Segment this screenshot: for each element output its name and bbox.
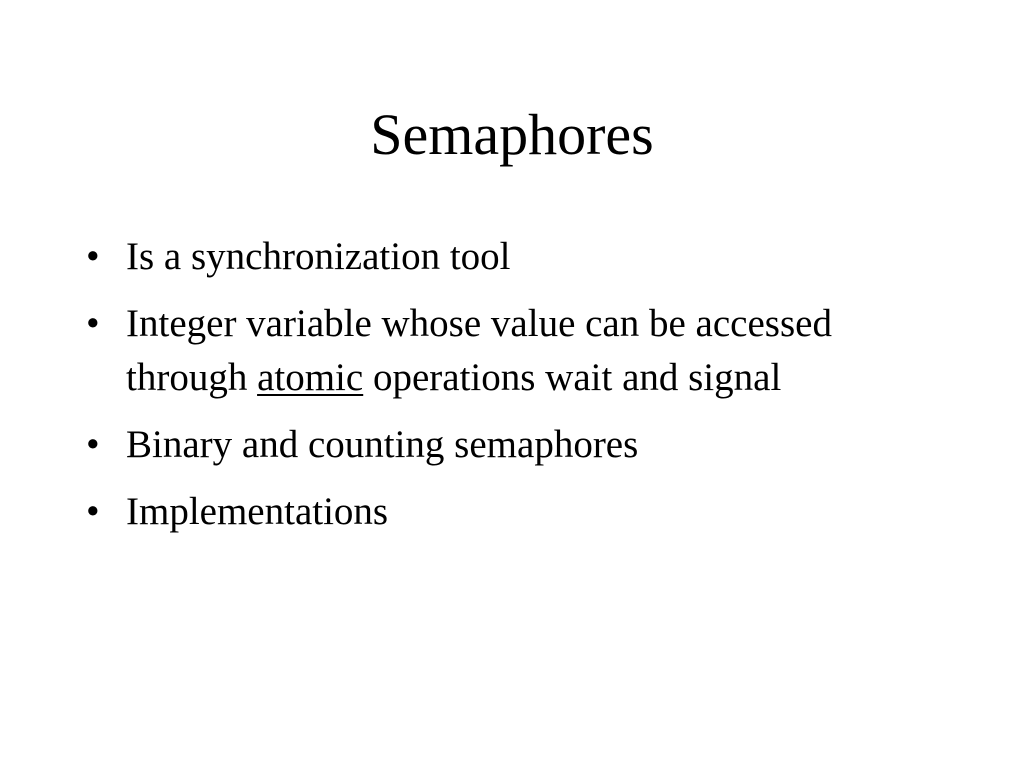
bullet-item [86,418,906,472]
bullet-item [86,485,906,539]
bullet-text: Is a synchronization tool [126,235,511,278]
bullet-text: Implementations [126,490,389,533]
bullet-item [86,230,906,284]
bullet-marker: • [86,235,100,278]
bullet-text-before: Integer variable whose value can be accessed through [126,302,832,399]
bullet-marker: • [86,490,100,533]
bullet-text-after: operations wait and signal [363,356,782,399]
bullet-marker: • [86,302,100,345]
underlined-term: atomic [257,356,364,399]
bullet-marker: • [86,423,100,466]
bullet-list [86,230,906,552]
bullet-text: Binary and counting semaphores [126,423,639,466]
bullet-item [86,297,906,405]
slide-title: Semaphores [370,102,654,167]
